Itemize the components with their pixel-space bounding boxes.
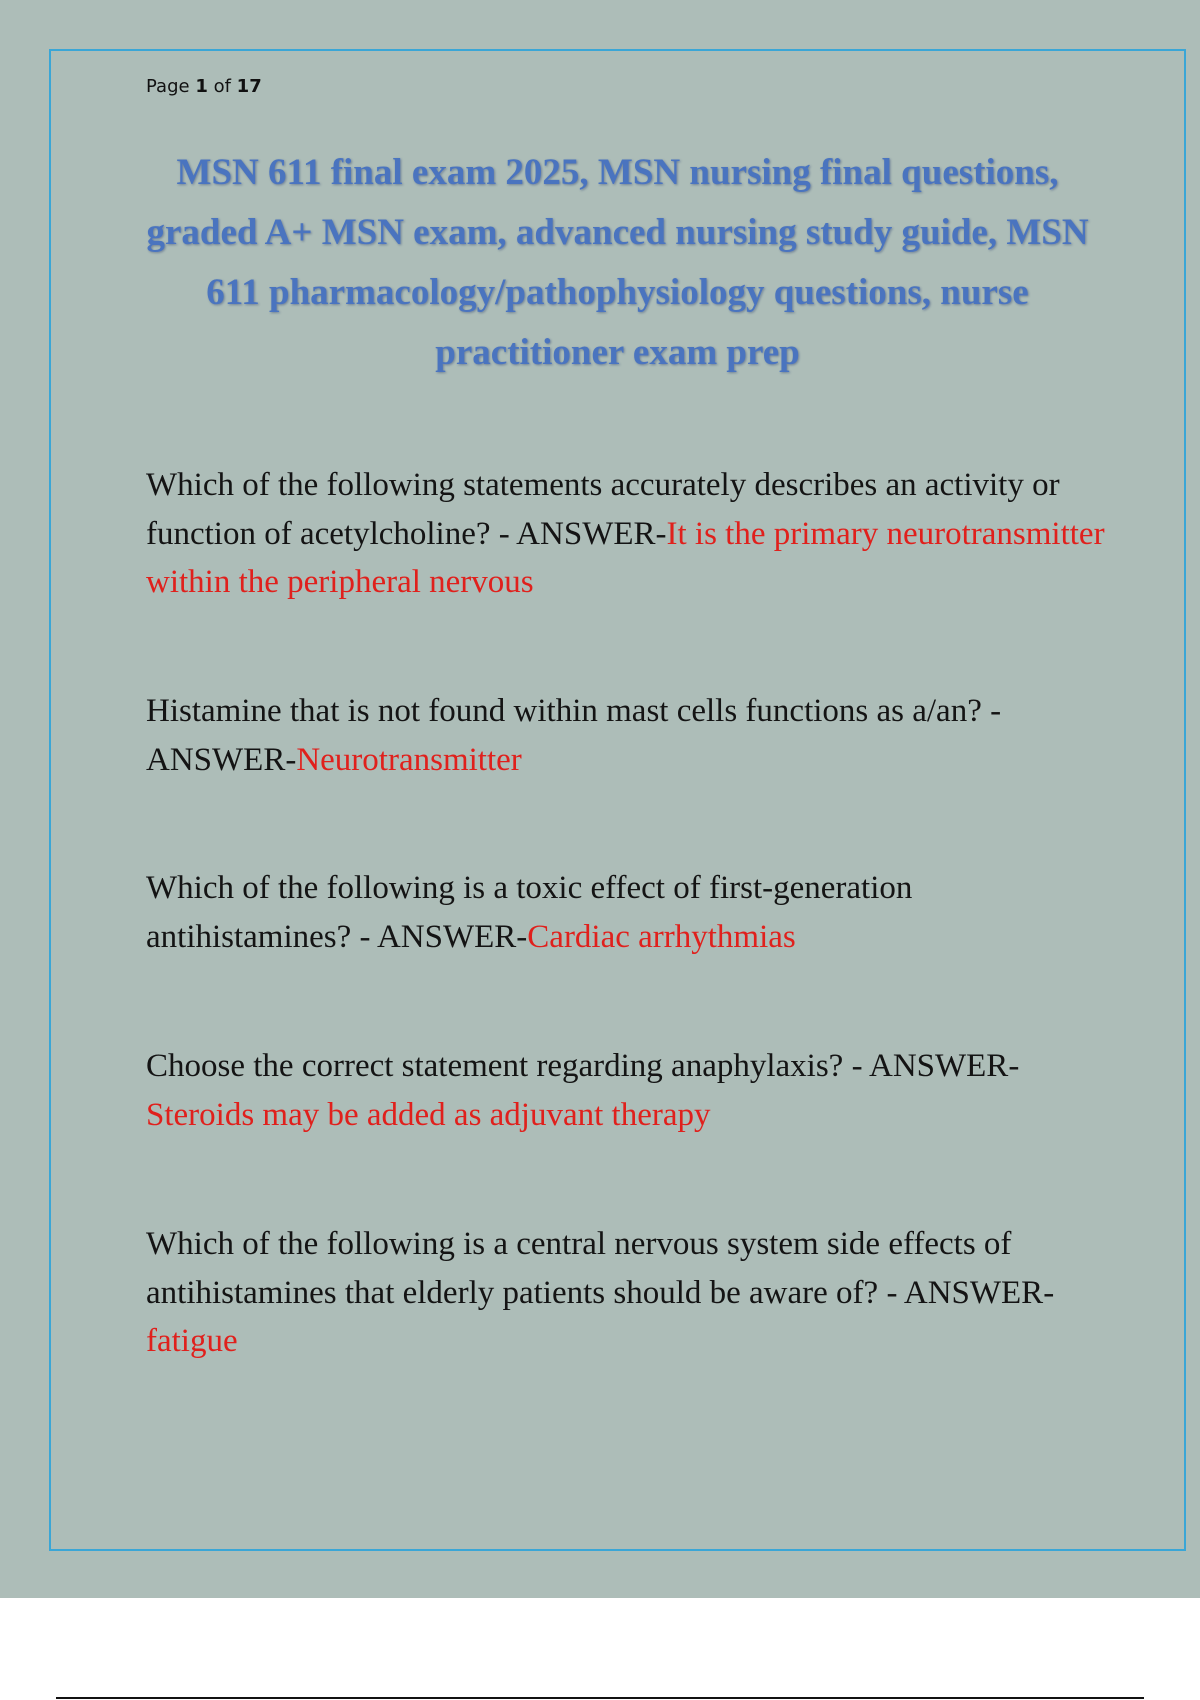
answer-text: It is the primary neurotransmitter within the peripheral nervous	[146, 515, 1105, 600]
page-number	[146, 76, 262, 97]
answer-text: Neurotransmitter	[296, 741, 522, 778]
qa-item-1	[146, 461, 1106, 607]
qa-item-3	[146, 864, 1106, 961]
bottom-rule	[56, 1697, 1144, 1699]
qa-item-5	[146, 1220, 1106, 1366]
total-pages-number: 17	[236, 76, 262, 97]
qa-item-4	[146, 1042, 1106, 1139]
answer-text: Cardiac arrhythmias	[527, 918, 796, 955]
of-word: of	[213, 76, 231, 97]
question-text: Which of the following statements accurately describes an activity or function of acetylcholine? - ANSWER-	[146, 467, 1060, 552]
question-text: Histamine that is not found within mast cells functions as a/an? - ANSWER-	[146, 693, 1002, 778]
current-page-number: 1	[195, 76, 208, 97]
question-text: Which of the following is a central nervous system side effects of antihistamines that elderly patients should be aware of? - ANSWER-	[146, 1226, 1055, 1311]
answer-text: Steroids may be added as adjuvant therapy	[146, 1096, 711, 1133]
document-title: MSN 611 final exam 2025, MSN nursing final questions, graded A+ MSN exam, advanced nursing study guide, MSN 611 pharmacology/pathophysiology questions, nurse practitioner exam prep	[146, 152, 1089, 373]
question-text: Choose the correct statement regarding anaphylaxis? - ANSWER-	[146, 1048, 1020, 1084]
answer-text: fatigue	[146, 1323, 238, 1359]
page-word: Page	[146, 76, 190, 97]
qa-item-2	[146, 687, 1106, 784]
question-text: Which of the following is a toxic effect of first-generation antihistamines? - ANSWER-	[146, 870, 913, 955]
